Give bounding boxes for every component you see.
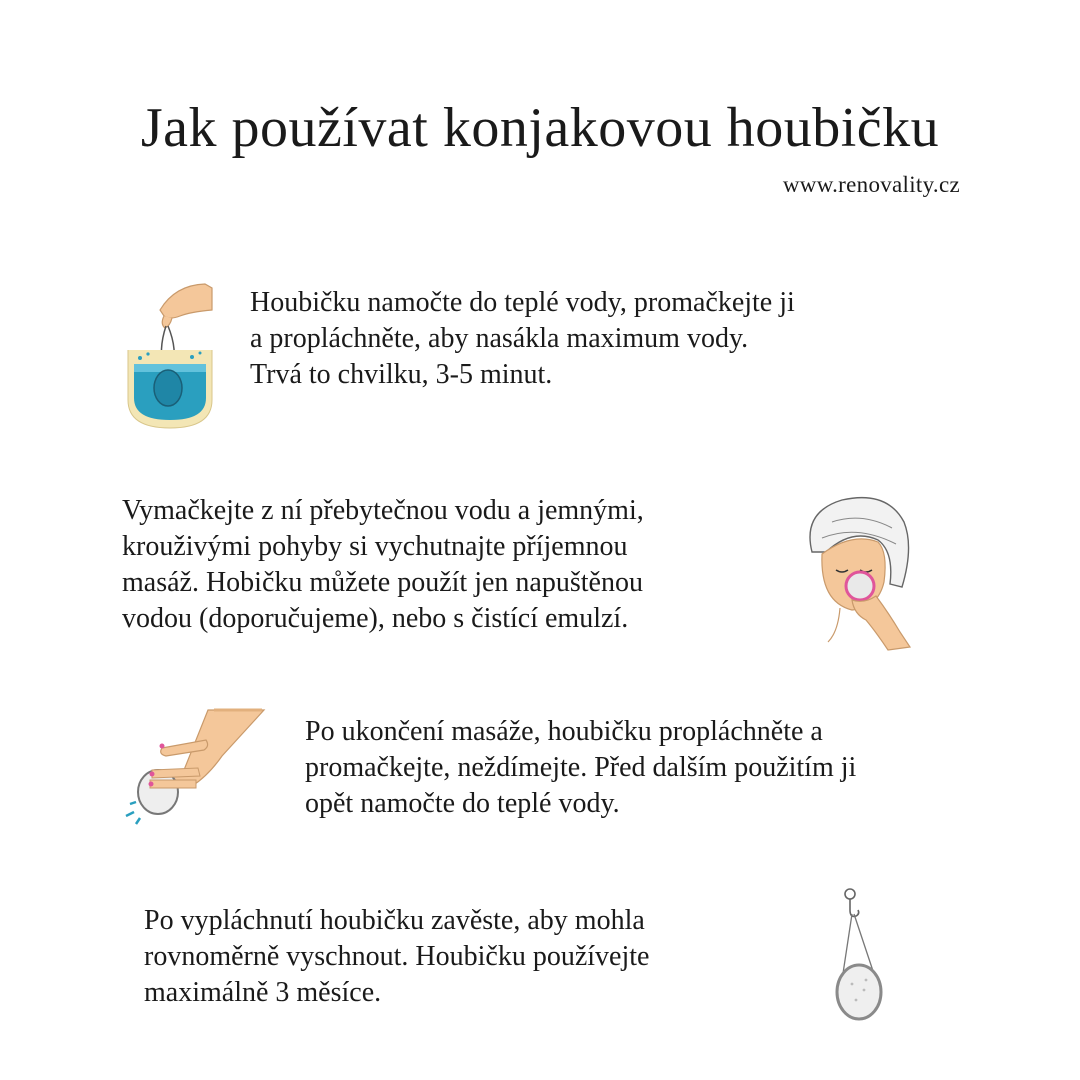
- website-link[interactable]: www.renovality.cz: [782, 172, 960, 197]
- step-3-line: promačkejte, neždímejte. Před dalším použitím ji: [305, 752, 857, 783]
- page-title: Jak používat konjakovou houbičku: [140, 97, 940, 159]
- face-massage-icon: [792, 492, 917, 652]
- step-3-line: Po ukončení masáže, houbičku propláchněte a: [305, 716, 823, 747]
- step-1-line: Trvá to chvilku, 3-5 minut.: [250, 359, 553, 390]
- step-4-text: [144, 903, 649, 1011]
- step-1-line: Houbičku namočte do teplé vody, promačkejte ji: [250, 287, 795, 318]
- step-2-line: masáž. Hobičku můžete použít jen napuštěnou: [122, 567, 643, 598]
- step-4-line: Po vypláchnutí houbičku zavěste, aby mohla: [144, 905, 645, 936]
- step-3-text: [305, 714, 856, 822]
- hand-rinsing-sponge-icon: [122, 706, 272, 834]
- step-2-line: vodou (doporučujeme), nebo s čistící emulzí.: [122, 603, 629, 634]
- step-3-line: opět namočte do teplé vody.: [305, 788, 620, 819]
- step-2-text: [122, 493, 644, 637]
- step-2-line: krouživými pohyby si vychutnajte příjemnou: [122, 531, 628, 562]
- sponge-in-water-bowl-icon: [120, 280, 220, 435]
- step-1-text: [250, 285, 795, 393]
- step-2-line: Vymačkejte z ní přebytečnou vodu a jemnými,: [122, 495, 644, 526]
- step-4-line: maximálně 3 měsíce.: [144, 977, 382, 1008]
- step-1-line: a propláchněte, aby nasákla maximum vody.: [250, 323, 749, 354]
- hanging-sponge-icon: [828, 884, 890, 1026]
- step-4-line: rovnoměrně vyschnout. Houbičku používejte: [144, 941, 650, 972]
